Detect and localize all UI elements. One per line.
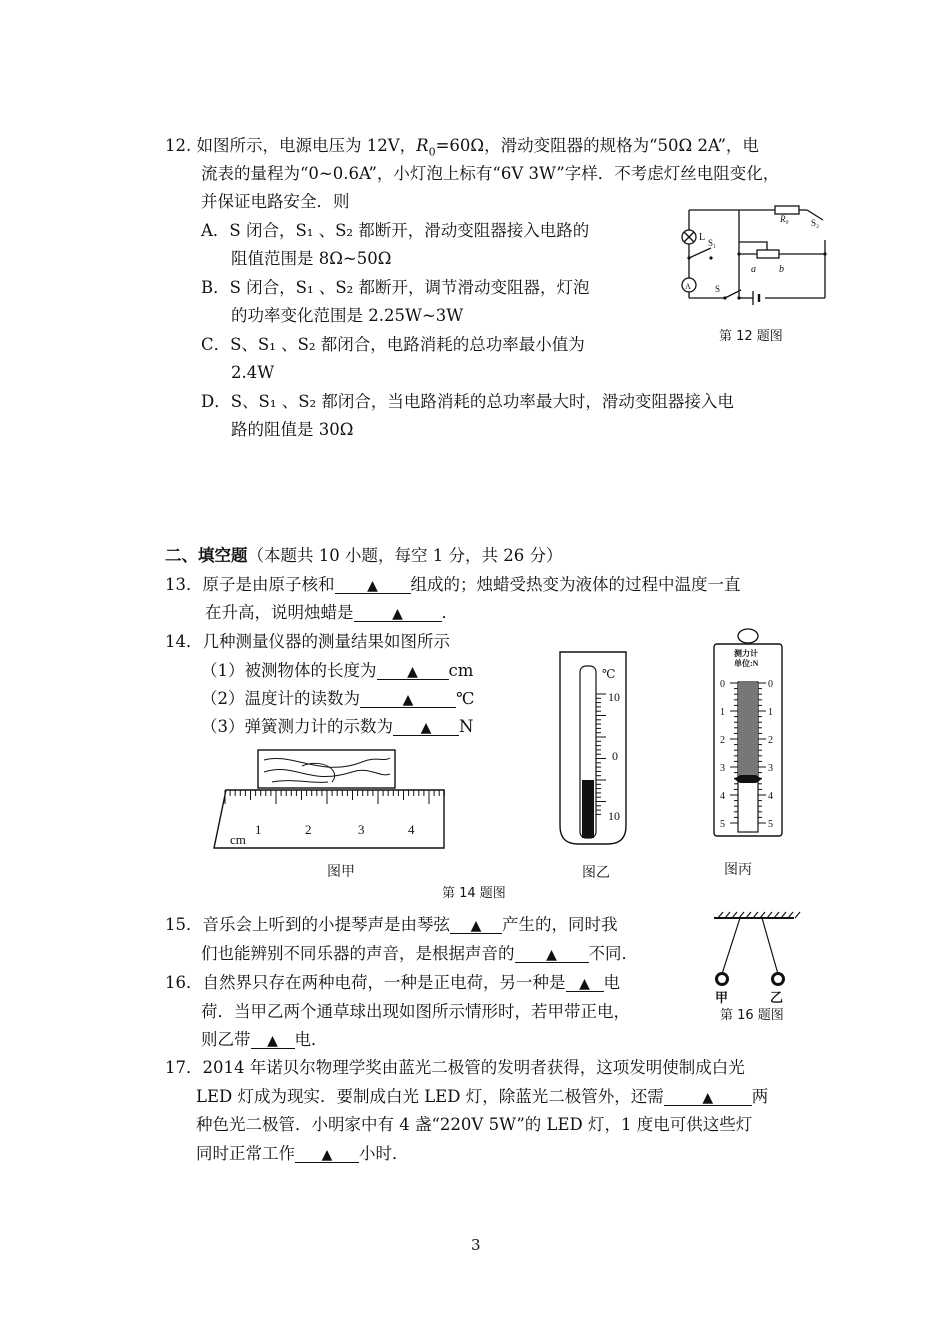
scale-left-2: 2 (720, 735, 725, 746)
q12-line3: 并保证电路安全．则 (201, 192, 350, 211)
scale-right-4: 4 (768, 791, 773, 802)
q14-line1: 14．几种测量仪器的测量结果如图所示 (165, 632, 450, 651)
q14-blank-2[interactable]: ▲ (360, 693, 456, 708)
q15-line2: 们也能辨别不同乐器的声音，是根据声音的 ▲ 不同． (201, 944, 638, 963)
scale-right-2: 2 (768, 735, 773, 746)
scale-right-0: 0 (768, 679, 773, 690)
q12-option-d-cont: 路的阻值是 30Ω (231, 420, 354, 439)
scale-title: 测力计 (734, 649, 758, 658)
q16-pith-balls-figure (712, 912, 796, 1006)
ruler-tick-3: 3 (358, 822, 365, 837)
ceiling-hatch-mark (795, 912, 800, 918)
q15-blank-1[interactable]: ▲ (450, 919, 502, 934)
q16-figure-caption: 第 16 题图 (720, 1008, 784, 1023)
q13-line2: 在升高，说明烛蜡是 ▲ ． (205, 603, 458, 622)
slider-b-label: b (779, 264, 784, 275)
q14-thermometer-figure (548, 650, 638, 846)
r0-label: R₀ (780, 214, 789, 224)
scale-left-1: 1 (720, 707, 725, 718)
page-number: 3 (471, 1236, 481, 1254)
scale-left-4: 4 (720, 791, 725, 802)
ammeter-label: A (685, 282, 691, 291)
ball-b-label: 乙 (770, 990, 784, 1005)
q16-line3: 则乙带 ▲ 电． (201, 1030, 328, 1049)
section2-header: 二、填空题（本题共 10 小题，每空 1 分，共 26 分） (165, 546, 563, 565)
ruler-tick-1: 1 (255, 822, 262, 837)
ruler-unit: cm (230, 832, 246, 847)
scale-right-1: 1 (768, 707, 773, 718)
scale-right-5: 5 (768, 819, 773, 830)
q17-line1: 17．2014 年诺贝尔物理学奖由蓝光二极管的发明者获得，这项发明使制成白光 (165, 1058, 745, 1077)
thermo-unit: ℃ (602, 667, 616, 681)
q16-blank-2[interactable]: ▲ (251, 1034, 295, 1049)
q14-blank-1[interactable]: ▲ (377, 665, 449, 680)
q12-option-a-cont: 阻值范围是 8Ω~50Ω (231, 249, 392, 268)
q16-line1: 16．自然界只存在两种电荷，一种是正电荷，另一种是 ▲ 电 (165, 973, 620, 992)
ruler-tick-4: 4 (408, 822, 415, 837)
q12-option-d: D．S、S₁ 、S₂ 都闭合，当电路消耗的总功率最大时，滑动变阻器接入电 (201, 392, 734, 411)
ruler-tick-2: 2 (305, 822, 312, 837)
slider-a-label: a (751, 264, 756, 275)
q14-item-1: （1）被测物体的长度为 ▲ cm (201, 661, 474, 680)
q14-blank-3[interactable]: ▲ (393, 721, 459, 736)
q14-item-3: （3）弹簧测力计的示数为 ▲ N (201, 717, 474, 736)
q17-line3: 种色光二极管．小明家中有 4 盏“220V 5W”的 LED 灯，1 度电可供这些灯 (196, 1115, 753, 1134)
q16-blank-1[interactable]: ▲ (566, 977, 604, 992)
scale-unit: 单位:N (734, 659, 759, 668)
fig-a-label: 图甲 (327, 864, 355, 880)
thermo-label-10-bottom: 10 (608, 809, 620, 823)
q17-line2: LED 灯成为现实．要制成白光 LED 灯，除蓝光二极管外，还需 ▲ 两 (196, 1087, 769, 1106)
q14-ruler-figure (212, 748, 447, 850)
q12-line2: 流表的量程为“0~0.6A”，小灯泡上标有“6V 3W”字样．不考虑灯丝电阻变化， (201, 164, 780, 183)
thermo-label-0: 0 (612, 749, 618, 763)
q17-blank-2[interactable]: ▲ (295, 1148, 359, 1163)
q12-line1: 12. 如图所示，电源电压为 12V，$R_0=60\Omega$，滑动变阻器的规格为“50Ω 2A”，电 (165, 136, 759, 159)
q14-item-2: （2）温度计的读数为 ▲ ℃ (201, 689, 475, 708)
q15-blank-2[interactable]: ▲ (515, 948, 589, 963)
q13-blank-2[interactable]: ▲ (354, 607, 442, 622)
scale-right-3: 3 (768, 763, 773, 774)
fig-c-label: 图丙 (724, 862, 752, 878)
q17-line4: 同时正常工作 ▲ 小时． (196, 1144, 409, 1163)
q16-line2: 荷．当甲乙两个通草球出现如图所示情形时，若甲带正电， (201, 1002, 630, 1021)
q13-line1: 13．原子是由原子核和 ▲ 组成的；烛蜡受热变为液体的过程中温度一直 (165, 575, 741, 594)
scale-left-0: 0 (720, 679, 725, 690)
q15-line1: 15．音乐会上听到的小提琴声是由琴弦 ▲ 产生的，同时我 (165, 915, 618, 934)
scale-left-5: 5 (720, 819, 725, 830)
q12-circuit-diagram (675, 200, 835, 310)
thermo-label-10-top: 10 (608, 690, 620, 704)
scale-left-3: 3 (720, 763, 725, 774)
switch-s2-label: S₂ (811, 218, 820, 228)
q12-option-a: A．S 闭合，S₁ 、S₂ 都断开，滑动变阻器接入电路的 (201, 221, 590, 240)
q12-option-c-cont: 2.4W (231, 363, 275, 382)
q12-option-c: C．S、S₁ 、S₂ 都闭合，电路消耗的总功率最小值为 (201, 335, 585, 354)
q14-figure-caption: 第 14 题图 (442, 886, 506, 901)
q12-option-b-cont: 的功率变化范围是 2.25W~3W (231, 306, 464, 325)
q17-blank-1[interactable]: ▲ (664, 1091, 752, 1106)
q12-option-b: B．S 闭合，S₁ 、S₂ 都断开，调节滑动变阻器，灯泡 (201, 278, 590, 297)
q14-spring-scale-figure (700, 628, 796, 840)
switch-s-label: S (715, 284, 721, 294)
fig-b-label: 图乙 (582, 865, 610, 881)
ball-a-label: 甲 (715, 990, 729, 1005)
q13-blank-1[interactable]: ▲ (335, 579, 411, 594)
switch-s1-label: S₁ (708, 238, 717, 248)
lamp-label: L (699, 232, 706, 243)
q12-figure-caption: 第 12 题图 (719, 329, 783, 344)
